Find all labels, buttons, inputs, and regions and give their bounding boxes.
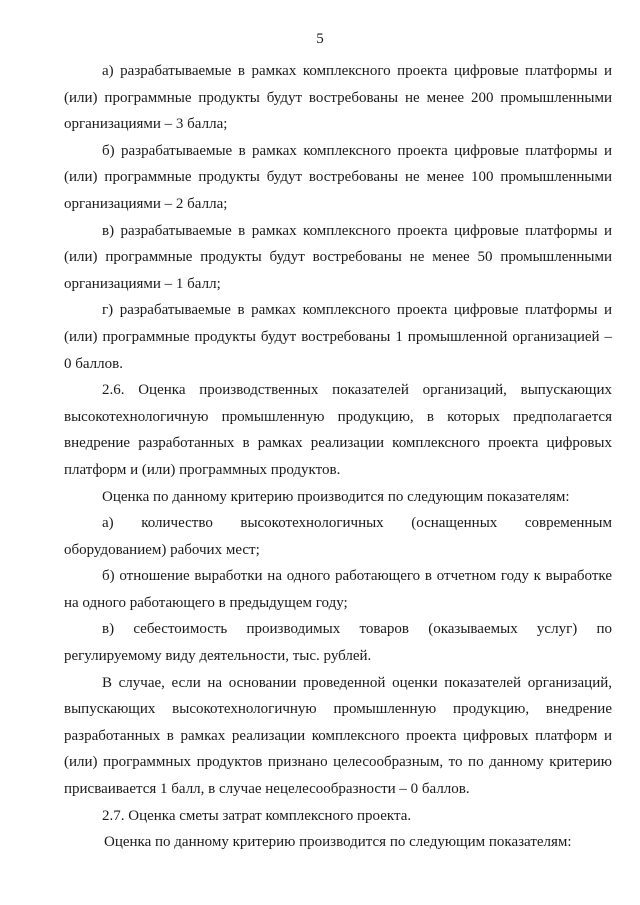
paragraph-section-2-7: 2.7. Оценка сметы затрат комплексного проекта. [102, 807, 412, 824]
document-body [64, 58, 612, 856]
paragraph-item-b-100: б) разрабатываемые в рамках комплексного проекта цифровые платформы и (или) программные продукты будут востребованы не менее 100 промышленными организациями – 2 балла; [64, 142, 612, 212]
paragraph-criteria-intro-2: Оценка по данному критерию производится по следующим показателям: [104, 834, 572, 851]
page-number: 5 [316, 31, 324, 47]
paragraph-item-g-1: г) разрабатываемые в рамках комплексного проекта цифровые платформы и (или) программные продукты будут востребованы 1 промышленной организацией – 0 баллов. [64, 302, 612, 372]
paragraph-indicator-a: а) количество высокотехнологичных (оснащенных современным оборудованием) рабочих мест; [64, 515, 612, 558]
paragraph-criteria-intro-1: Оценка по данному критерию производится по следующим показателям: [102, 488, 570, 505]
paragraph-conclusion: В случае, если на основании проведенной оценки показателей организаций, выпускающих высокотехнологичную промышленную продукцию, внедрение разработанных в рамках реализации комплексного проекта цифровых платформ и (или) программных продуктов признано целесообразным, то по данному критерию присваивается 1 балл, в случае нецелесообразности – 0 баллов. [64, 674, 612, 798]
paragraph-indicator-b: б) отношение выработки на одного работающего в отчетном году к выработке на одного работающего в предыдущем году; [64, 568, 612, 611]
paragraph-item-a-200: а) разрабатываемые в рамках комплексного проекта цифровые платформы и (или) программные продукты будут востребованы не менее 200 промышленными организациями – 3 балла; [64, 63, 612, 133]
paragraph-indicator-v: в) себестоимость производимых товаров (оказываемых услуг) по регулируемому виду деятельности, тыс. рублей. [64, 621, 612, 665]
paragraph-section-2-6: 2.6. Оценка производственных показателей организаций, выпускающих высокотехнологичную промышленную продукцию, в которых предполагается внедрение разработанных в рамках реализации комплексного проекта цифровых платформ и (или) программных продуктов. [64, 382, 612, 478]
paragraph-item-v-50: в) разрабатываемые в рамках комплексного проекта цифровые платформы и (или) программные продукты будут востребованы не менее 50 промышленными организациями – 1 балл; [64, 222, 612, 292]
